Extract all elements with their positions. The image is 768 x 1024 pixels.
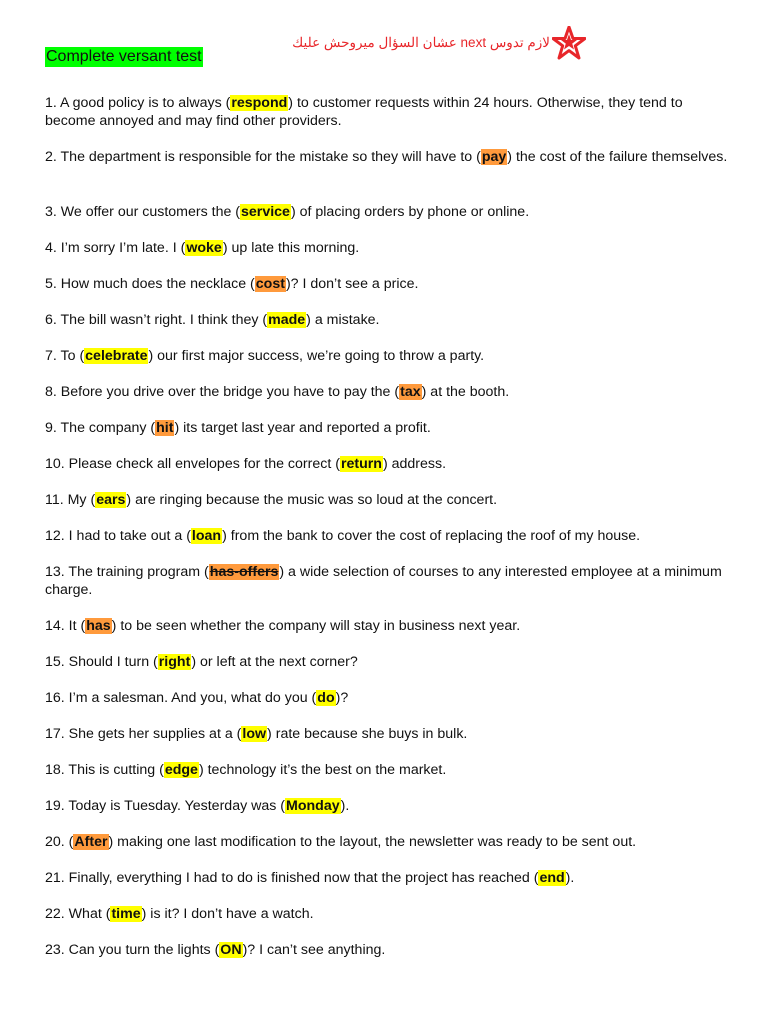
item-text-before: 6. The bill wasn’t right. I think they ( [45,312,268,328]
list-item [45,725,735,743]
list-item [45,527,735,545]
list-item [45,797,735,815]
item-text-after: ) from the bank to cover the cost of replacing the roof of my house. [222,528,641,544]
item-text-before: 13. The training program ( [45,564,209,580]
item-text-after: ) a wide selection of courses to any interested employee at a minimum charge. [45,564,722,598]
answer-highlight: woke [186,240,222,256]
item-text-before: 15. Should I turn ( [45,654,158,670]
item-text-before: 11. My ( [45,492,96,508]
answer-highlight: right [158,654,191,670]
list-item [45,239,735,257]
list-item [45,941,735,959]
list-item [45,563,735,599]
answer-highlight: Monday [286,798,340,814]
list-item [45,869,735,887]
answer-highlight: low [242,726,267,742]
answer-highlight: ears [96,492,126,508]
item-text-before: 18. This is cutting ( [45,762,164,778]
item-text-before: 9. The company ( [45,420,156,436]
item-text-before: 2. The department is responsible for the mistake so they will have to ( [45,149,481,165]
item-text-before: 17. She gets her supplies at a ( [45,726,242,742]
item-text-after: ) the cost of the failure themselves. [507,149,728,165]
page-title: Complete versant test [46,48,202,65]
item-text-before: 20. ( [45,834,74,850]
item-text-after: ) address. [382,456,447,472]
list-item [45,689,735,707]
item-text-after: ) or left at the next corner? [191,654,358,670]
arabic-note: لازم تدوس next عشان السؤال ميروحش عليك [292,35,550,50]
item-text-after: ). [565,870,575,886]
list-item [45,455,735,473]
list-item [45,94,735,130]
item-text-before: 4. I’m sorry I’m late. I ( [45,240,186,256]
answer-highlight: has-offers [209,564,279,580]
item-text-before: 21. Finally, everything I had to do is finished now that the project has reached ( [45,870,539,886]
red-star-icon [552,26,586,60]
answer-highlight: respond [231,95,288,111]
item-text-before: 8. Before you drive over the bridge you have to pay the ( [45,384,400,400]
item-text-after: ). [340,798,350,814]
answer-highlight: edge [164,762,198,778]
item-text-before: 14. It ( [45,618,86,634]
list-item [45,761,735,779]
answer-highlight: celebrate [85,348,148,364]
item-text-after: ) its target last year and reported a profit. [174,420,431,436]
answer-highlight: made [268,312,306,328]
item-text-after: ) are ringing because the music was so loud at the concert. [126,492,498,508]
answer-highlight: time [111,906,141,922]
answer-highlight: pay [481,149,507,165]
item-text-after: ) a mistake. [306,312,380,328]
list-item [45,347,735,365]
list-item [45,311,735,329]
item-text-after: )? [335,690,349,706]
answer-highlight: ON [220,942,242,958]
item-text-after: ) at the booth. [421,384,510,400]
answer-highlight: tax [400,384,421,400]
item-text-before: 12. I had to take out a ( [45,528,191,544]
item-text-after: ) making one last modification to the layout, the newsletter was ready to be sent out. [108,834,637,850]
list-item [45,833,735,851]
item-text-before: 7. To ( [45,348,85,364]
answer-highlight: do [317,690,335,706]
item-text-before: 10. Please check all envelopes for the correct ( [45,456,340,472]
list-item [45,419,735,437]
item-text-after: ) technology it’s the best on the market. [198,762,447,778]
answer-highlight: hit [156,420,174,436]
list-item [45,617,735,635]
item-text-before: 19. Today is Tuesday. Yesterday was ( [45,798,286,814]
item-text-after: ) of placing orders by phone or online. [290,204,530,220]
item-text-after: ) rate because she buys in bulk. [267,726,468,742]
item-text-after: )? I can’t see anything. [242,942,386,958]
item-text-before: 22. What ( [45,906,111,922]
list-item [45,148,735,166]
list-item [45,905,735,923]
item-text-after: ) our first major success, we’re going to throw a party. [148,348,485,364]
answer-highlight: service [241,204,290,220]
answer-highlight: has [86,618,111,634]
list-item [45,491,735,509]
item-text-after: ) to be seen whether the company will stay in business next year. [111,618,521,634]
item-text-before: 23. Can you turn the lights ( [45,942,220,958]
item-text-before: 5. How much does the necklace ( [45,276,255,292]
answer-highlight: cost [255,276,285,292]
item-text-before: 1. A good policy is to always ( [45,95,231,111]
item-text-after: ) up late this morning. [222,240,360,256]
answer-highlight: After [74,834,108,850]
answer-highlight: end [539,870,565,886]
item-text-after: ) to customer requests within 24 hours. Otherwise, they tend to become annoyed and may find other providers. [45,95,683,129]
list-item [45,653,735,671]
item-text-after: ) is it? I don’t have a watch. [141,906,314,922]
answer-highlight: loan [191,528,222,544]
item-text-before: 16. I’m a salesman. And you, what do you ( [45,690,317,706]
list-item [45,275,735,293]
list-item [45,383,735,401]
list-item [45,203,735,221]
answer-highlight: return [340,456,382,472]
item-text-after: )? I don’t see a price. [285,276,419,292]
item-text-before: 3. We offer our customers the ( [45,204,241,220]
